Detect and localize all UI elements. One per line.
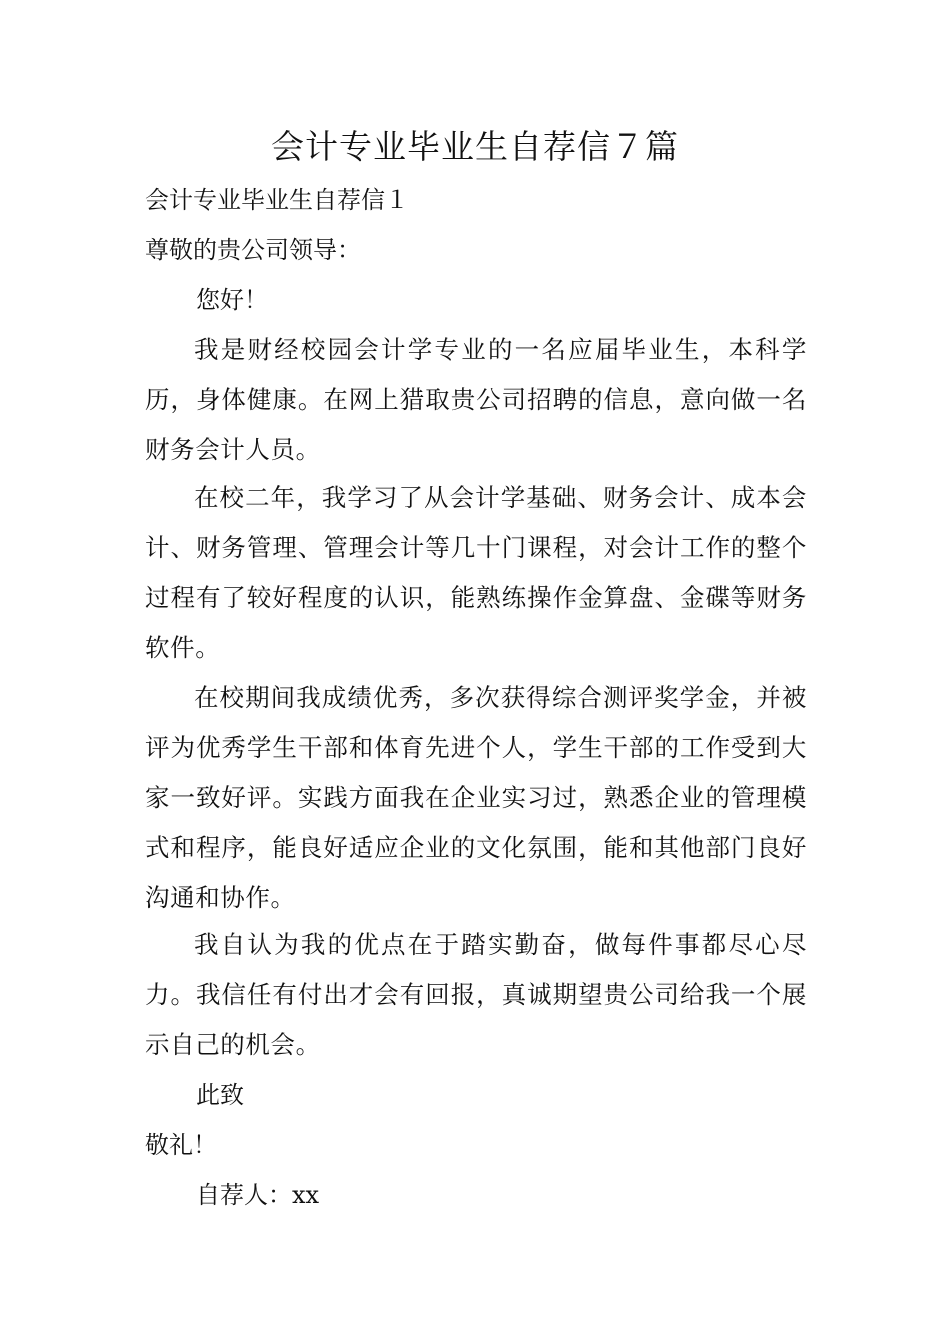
greeting: 您好！ xyxy=(196,286,268,314)
document-title: 会计专业毕业生自荐信７篇 xyxy=(271,127,679,166)
regards: 敬礼！ xyxy=(145,1131,217,1159)
paragraph-strengths: 我自认为我的优点在于踏实勤奋，做每件事都尽心尽力。我信任有付出才会有回报，真诚期望贵公司给我一个展示自己的机会。 xyxy=(145,930,807,1059)
letter-subtitle: 会计专业毕业生自荐信１ xyxy=(145,186,409,214)
paragraph-intro: 我是财经校园会计学专业的一名应届毕业生，本科学历，身体健康。在网上猎取贵公司招聘的信息，意向做一名财务会计人员。 xyxy=(145,335,807,464)
signature: 自荐人：xx xyxy=(196,1181,320,1209)
salutation: 尊敬的贵公司领导： xyxy=(145,236,361,264)
closing: 此致 xyxy=(196,1081,244,1109)
paragraph-achievements: 在校期间我成绩优秀，多次获得综合测评奖学金，并被评为优秀学生干部和体育先进个人，学生干部的工作受到大家一致好评。实践方面我在企业实习过，熟悉企业的管理模式和程序，能良好适应企业的文化氛围，能和其他部门良好沟通和协作。 xyxy=(145,683,807,912)
paragraph-education: 在校二年，我学习了从会计学基础、财务会计、成本会计、财务管理、管理会计等几十门课程，对会计工作的整个过程有了较好程度的认识，能熟练操作金算盘、金碟等财务软件。 xyxy=(145,483,807,662)
